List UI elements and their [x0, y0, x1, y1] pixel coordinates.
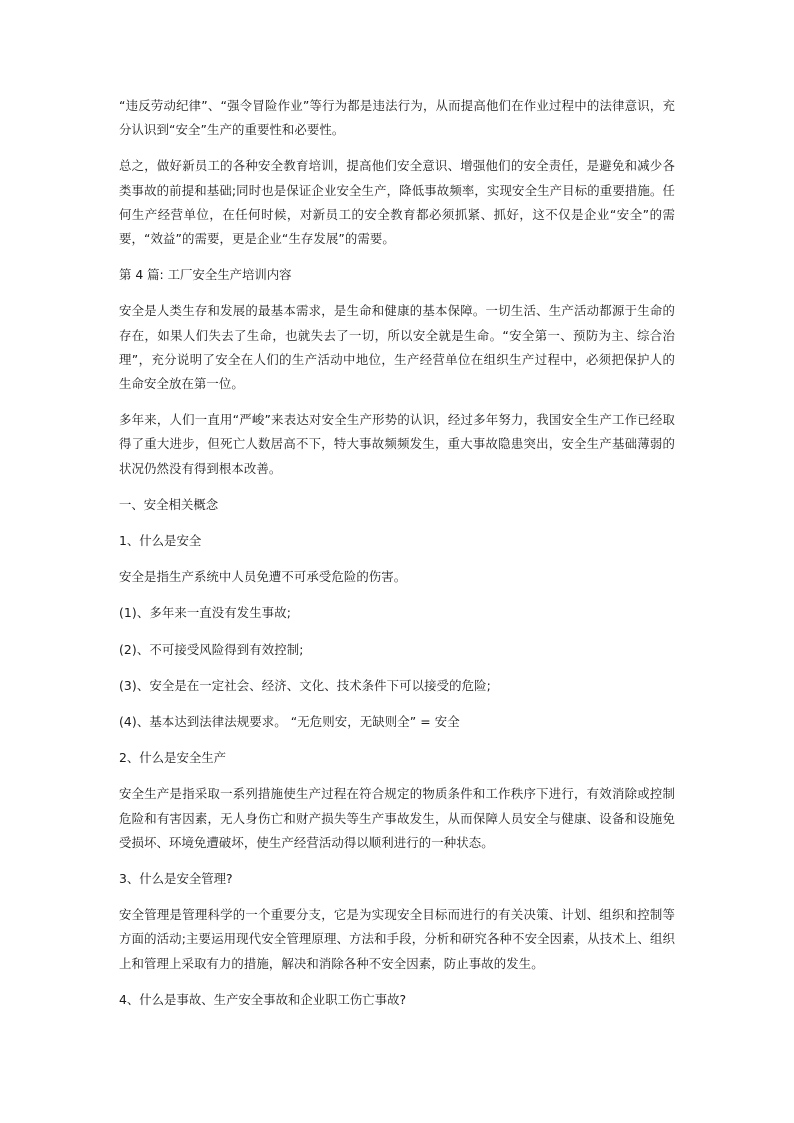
heading-safety-management: 3、什么是安全管理? [119, 871, 233, 887]
paragraph-summary: 总之，做好新员工的各种安全教育培训，提高他们安全意识、增强他们的安全责任，是避免和减少各类事故的前提和基础;同时也是保证企业安全生产，降低事故频率，实现安全生产目标的重要措施。任何生产经营单位，在任何时候，对新员工的安全教育都必须抓紧、抓好，这不仅是企业“安全”的需要，“效益”的需要，更是企业“生存发展”的需要。 [119, 158, 675, 247]
paragraph-safety-need: 安全是人类生存和发展的最基本需求，是生命和健康的基本保障。一切生活、生产活动都源于生命的存在，如果人们失去了生命，也就失去了一切，所以安全就是生命。“安全第一、预防为主、综合治理”，充分说明了安全在人们的生产活动中地位，生产经营单位在组织生产过程中，必须把保护人的生命安全放在第一位。 [119, 303, 675, 392]
document-page [119, 94, 675, 1024]
list-item-4: (4)、基本达到法律法规要求。 “无危则安，无缺则全” = 安全 [119, 714, 460, 730]
paragraph-legal-awareness: “违反劳动纪律”、“强令冒险作业”等行为都是违法行为，从而提高他们在作业过程中的法律意识，充分认识到“安全”生产的重要性和必要性。 [119, 98, 675, 138]
heading-safety-production: 2、什么是安全生产 [119, 750, 227, 766]
list-item-1: (1)、多年来一直没有发生事故; [119, 605, 292, 621]
list-item-2: (2)、不可接受风险得到有效控制; [119, 641, 304, 657]
paragraph-safety-definition: 安全是指生产系统中人员免遭不可承受危险的伤害。 [119, 569, 407, 585]
heading-what-is-safety: 1、什么是安全 [119, 533, 202, 549]
heading-concepts: 一、安全相关概念 [119, 496, 219, 512]
section-title: 第 4 篇: 工厂安全生产培训内容 [119, 267, 292, 283]
heading-accidents: 4、什么是事故、生产安全事故和企业职工伤亡事故? [119, 991, 407, 1007]
paragraph-safety-situation: 多年来，人们一直用“严峻”来表达对安全生产形势的认识，经过多年努力，我国安全生产工作已经取得了重大进步，但死亡人数居高不下，特大事故频频发生，重大事故隐患突出，安全生产基础薄弱的状况仍然没有得到根本改善。 [119, 412, 675, 476]
paragraph-safety-production-definition: 安全生产是指采取一系列措施使生产过程在符合规定的物质条件和工作秩序下进行，有效消除或控制危险和有害因素，无人身伤亡和财产损失等生产事故发生，从而保障人员安全与健康、设备和设施免受损坏、环境免遭破坏，使生产经营活动得以顺利进行的一种状态。 [119, 786, 675, 850]
paragraph-safety-management-definition: 安全管理是管理科学的一个重要分支，它是为实现安全目标而进行的有关决策、计划、组织和控制等方面的活动;主要运用现代安全管理原理、方法和手段，分析和研究各种不安全因素，从技术上、组织上和管理上采取有力的措施，解决和消除各种不安全因素，防止事故的发生。 [119, 907, 675, 971]
list-item-3: (3)、安全是在一定社会、经济、文化、技术条件下可以接受的危险; [119, 677, 491, 693]
